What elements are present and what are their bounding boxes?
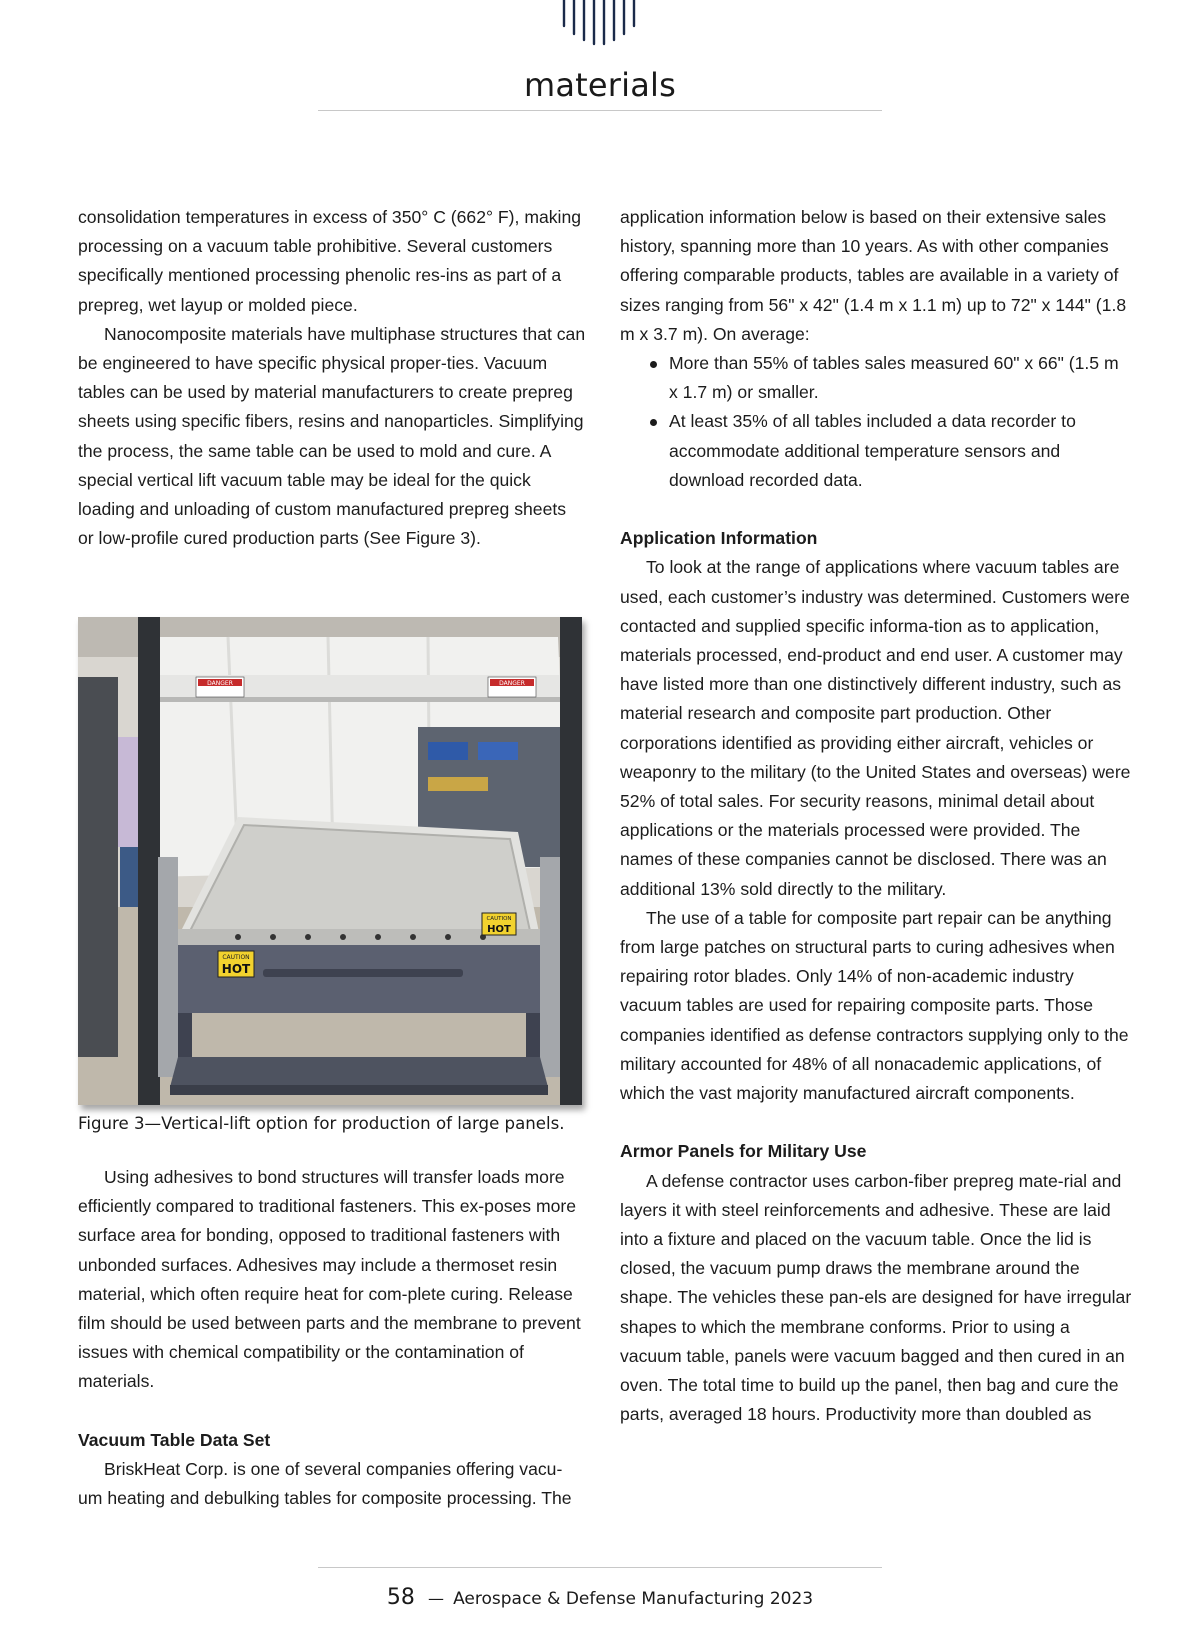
danger-sign-left: DANGER — [207, 680, 233, 687]
left-paragraph-3: Using adhesives to bond structures will transfer loads more efficiently compared to traditional fasteners. This ex-poses more surface area for bonding, opposed to traditional fasteners with unbonded surfaces. Adhesives may include a thermoset resin material, which often require heat for com-plete curing. Release film should be used between parts and the membrane to prevent issues with chemical compatibility or the contamination of materials. — [78, 1167, 581, 1392]
danger-sign-right: DANGER — [499, 680, 525, 687]
right-paragraph-4: A defense contractor uses carbon-fiber prepreg mate-rial and layers it with steel reinforcements and adhesive. These are laid into a fixture and placed on the vacuum table. Once the lid is closed, the vacuum pump draws the membrane around the shape. The vehicles these pan-els are designed for have irregular shapes to which the membrane conforms. Prior to using a vacuum table, panels were vacuum bagged and then cured in an oven. The total time to build up the panel, then bag and cure the parts, averaged 18 hours. Productivity more than doubled as — [620, 1170, 1132, 1425]
heading-armor-panels: Armor Panels for Military Use — [620, 1141, 867, 1162]
section-title: materials — [523, 66, 677, 104]
right-paragraph-2: To look at the range of applications where vacuum tables are used, each customer’s industry was determined. Customers were contacted and supplied specific informa-tion as to application, materials processed, end-product and end user. A customer may have listed more than one distinctively different industry, such as material research and composite part production. Other corporations identified as providing either aircraft, vehicles or weaponry to the military (to the United States and overseas) were 52% of total sales. For security reasons, minimal detail about applications or the materials processed were provided. The names of these companies cannot be disclosed. There was an additional 13% sold directly to the military. — [620, 557, 1131, 899]
statistics-list — [620, 349, 1132, 495]
footer-separator: — — [428, 1589, 444, 1608]
header-logo-lines — [560, 0, 644, 48]
heading-vacuum-table-data-set: Vacuum Table Data Set — [78, 1429, 271, 1450]
heading-application-information: Application Information — [620, 528, 818, 549]
hot-label-right: HOT — [487, 924, 511, 935]
right-column — [620, 203, 1132, 1430]
list-item: More than 55% of tables sales measured 60" x 66" (1.5 m x 1.7 m) or smaller. — [669, 349, 1132, 407]
figure-caption: Figure 3—Vertical-lift option for production of large panels. — [78, 1114, 565, 1133]
caution-label-right: CAUTION — [486, 916, 512, 922]
page-number: 58 — [386, 1585, 415, 1610]
page-footer — [318, 1585, 882, 1610]
left-column-bottom — [78, 1163, 586, 1513]
right-paragraph-3: The use of a table for composite part repair can be anything from large patches on structural parts to curing adhesives when repairing rotor blades. Only 14% of non-academic industry vacuum tables are used for repairing composite parts. Those companies identified as defense contractors supplying only to the military accounted for 48% of all nonacademic applications, of which the vast majority manufactured aircraft components. — [620, 907, 1129, 1104]
figure-3-photo — [78, 617, 582, 1105]
footer-rule — [318, 1567, 882, 1568]
caution-label-left: CAUTION — [222, 954, 250, 961]
left-paragraph-2: Nanocomposite materials have multiphase structures that can be engineered to have specific physical proper-ties. Vacuum tables can be used by material manufacturers to create prepreg sheets using specific fibers, resins and nanoparticles. Simplifying the process, the same table can be used to mold and cure. A special vertical lift vacuum table may be ideal for the quick loading and unloading of custom manufactured prepreg sheets or low-profile cured production parts (See Figure 3). — [78, 323, 586, 549]
header-rule — [318, 110, 882, 111]
left-paragraph-1: consolidation temperatures in excess of 350° C (662° F), making processing on a vacuum table prohibitive. Several customers specifically mentioned processing phenolic res-ins as part of a prepreg, wet layup or molded piece. — [78, 207, 582, 315]
list-item: At least 35% of all tables included a data recorder to accommodate additional temperature sensors and download recorded data. — [669, 407, 1132, 495]
hot-label-left: HOT — [221, 962, 251, 976]
left-paragraph-4: BriskHeat Corp. is one of several companies offering vacu-um heating and debulking tables for composite processing. The — [78, 1459, 572, 1509]
right-paragraph-1: application information below is based on their extensive sales history, spanning more than 10 years. As with other companies offering comparable products, tables are available in a variety of sizes ranging from 56" x 42" (1.4 m x 1.1 m) up to 72" x 144" (1.8 m x 3.7 m). On average: — [620, 207, 1127, 344]
left-column-top — [78, 203, 586, 553]
publication-name: Aerospace & Defense Manufacturing 2023 — [453, 1589, 814, 1609]
